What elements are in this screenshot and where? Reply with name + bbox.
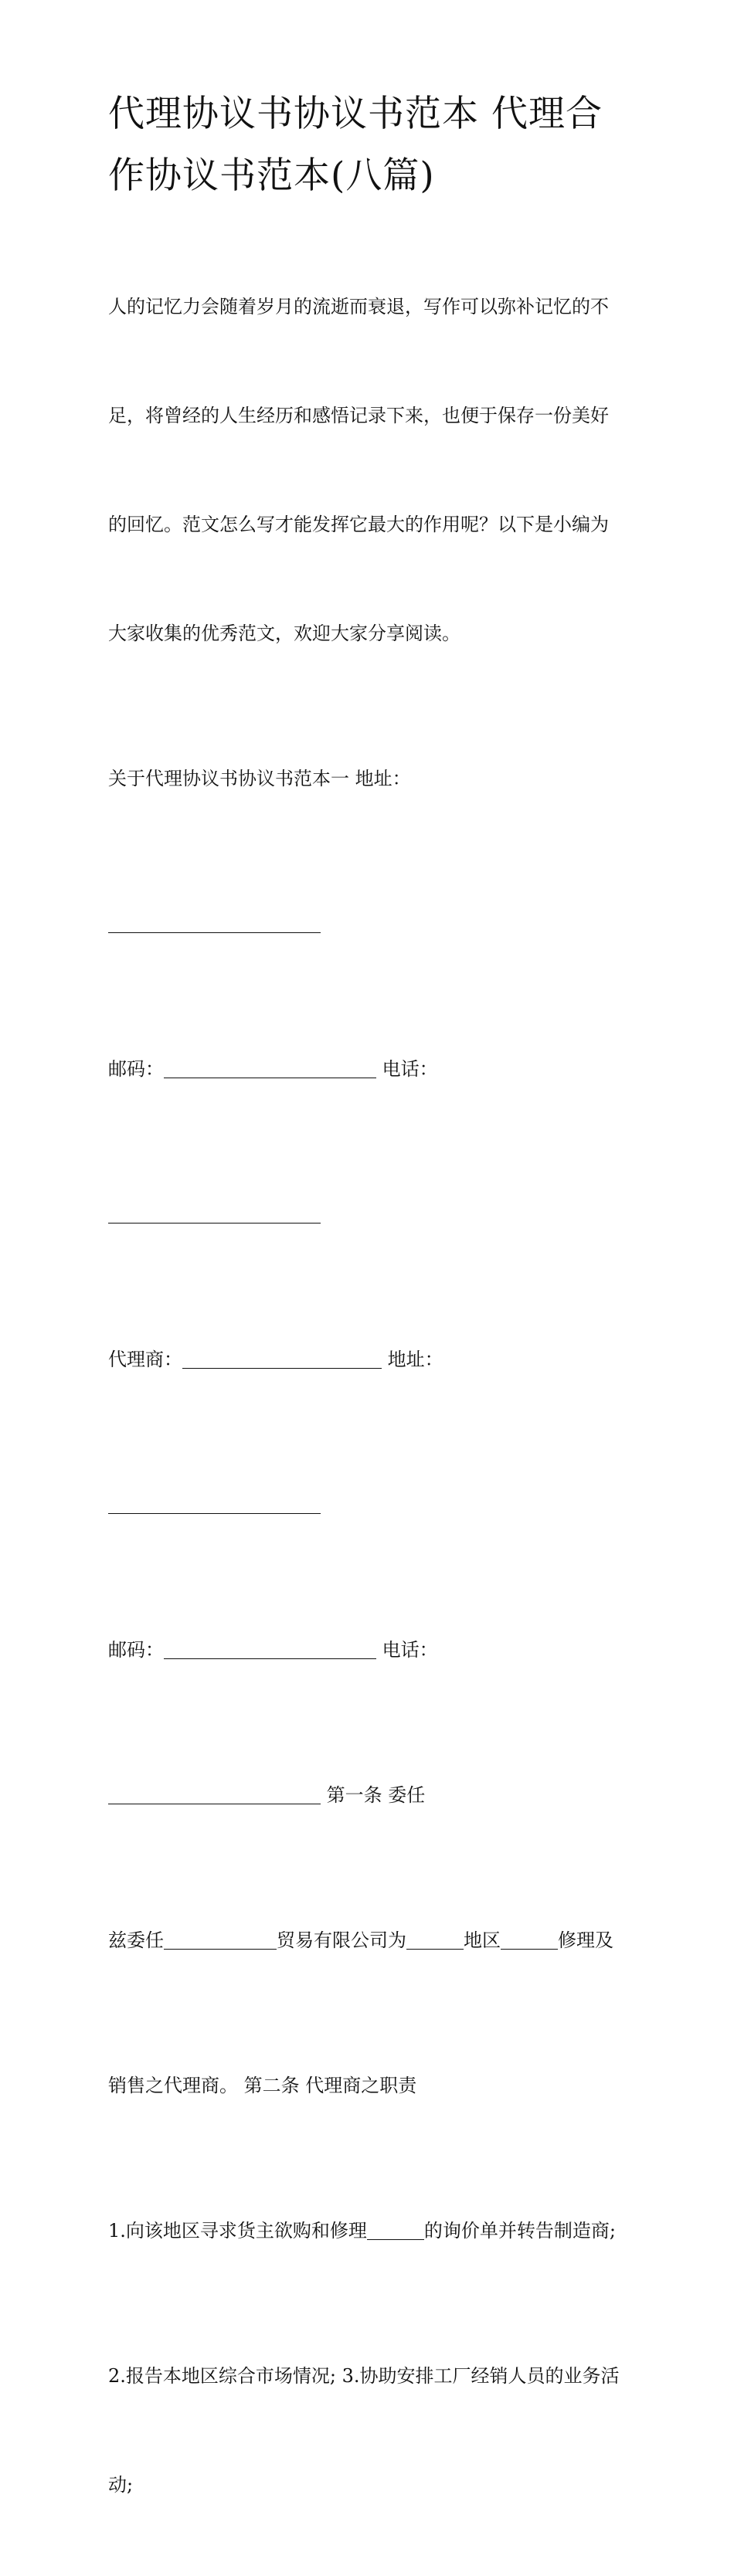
duty2-cont-line: 动;: [108, 2474, 134, 2496]
company-blank: [164, 1926, 277, 1950]
agent-postcode-phone-line: [108, 1632, 634, 1668]
intro-line-2: 足，将曾经的人生经历和感悟记录下来，也便于保存一份美好: [108, 405, 609, 426]
phone-blank: [108, 1200, 321, 1224]
region-blank: [406, 1926, 464, 1950]
appoint-mid3: 修理及: [558, 1929, 613, 1951]
agent-postcode-label: 邮码：: [108, 1639, 164, 1661]
agent-address-line: [108, 1342, 634, 1378]
address-blank: [108, 909, 321, 933]
title-line-1: 代理协议书协议书范本 代理合: [108, 93, 603, 135]
document-body: [108, 216, 634, 2576]
appoint-mid1: 贸易有限公司为: [277, 1929, 406, 1951]
document-title: [108, 83, 634, 207]
article1-line: [108, 1777, 634, 1814]
duty1-prefix: 1.向该地区寻求货主欲购和修理: [108, 2220, 367, 2242]
appoint-prefix: 兹委任: [108, 1929, 164, 1951]
duty2-line: 2.报告本地区综合市场情况; 3.协助安排工厂经销人员的业务活: [108, 2365, 620, 2387]
product-blank: [501, 1926, 558, 1950]
intro-line-4: 大家收集的优秀范文，欢迎大家分享阅读。: [108, 623, 460, 644]
postcode-label: 邮码：: [108, 1058, 164, 1080]
appoint-mid2: 地区: [464, 1929, 501, 1951]
agent-phone-label: 电话：: [376, 1639, 438, 1661]
agent-phone-blank: [108, 1780, 321, 1804]
agent-postcode-blank: [164, 1635, 376, 1659]
intro-line-1: 人的记忆力会随着岁月的流逝而衰退，写作可以弥补记忆的不: [108, 296, 609, 317]
intro-line-3: 的回忆。范文怎么写才能发挥它最大的作用呢？以下是小编为: [108, 514, 609, 535]
appoint-line-2: 销售之代理商。 第二条 代理商之职责: [108, 2075, 417, 2096]
duty1-blank: [367, 2216, 424, 2240]
agent-address-blank-line: [108, 1487, 634, 1523]
article1-title: 第一条 委任: [321, 1784, 426, 1806]
agent-label: 代理商：: [108, 1349, 182, 1370]
duty1-line: [108, 2213, 634, 2249]
document-page: [108, 83, 634, 2576]
agent-address-blank: [108, 1490, 321, 1514]
title-line-2: 作协议书范本(八篇): [108, 154, 435, 197]
section-heading: 关于代理协议书协议书范本一 地址：: [108, 768, 411, 789]
agent-blank: [182, 1345, 382, 1369]
address-blank-line: [108, 906, 634, 942]
duty1-suffix: 的询价单并转告制造商;: [423, 2220, 616, 2242]
postcode-phone-line: [108, 1051, 634, 1088]
appoint-line: [108, 1923, 634, 1959]
agent-address-label: 地址：: [382, 1349, 443, 1370]
phone-label: 电话：: [376, 1058, 438, 1080]
postcode-blank: [164, 1054, 376, 1078]
phone-blank-line: [108, 1196, 634, 1233]
